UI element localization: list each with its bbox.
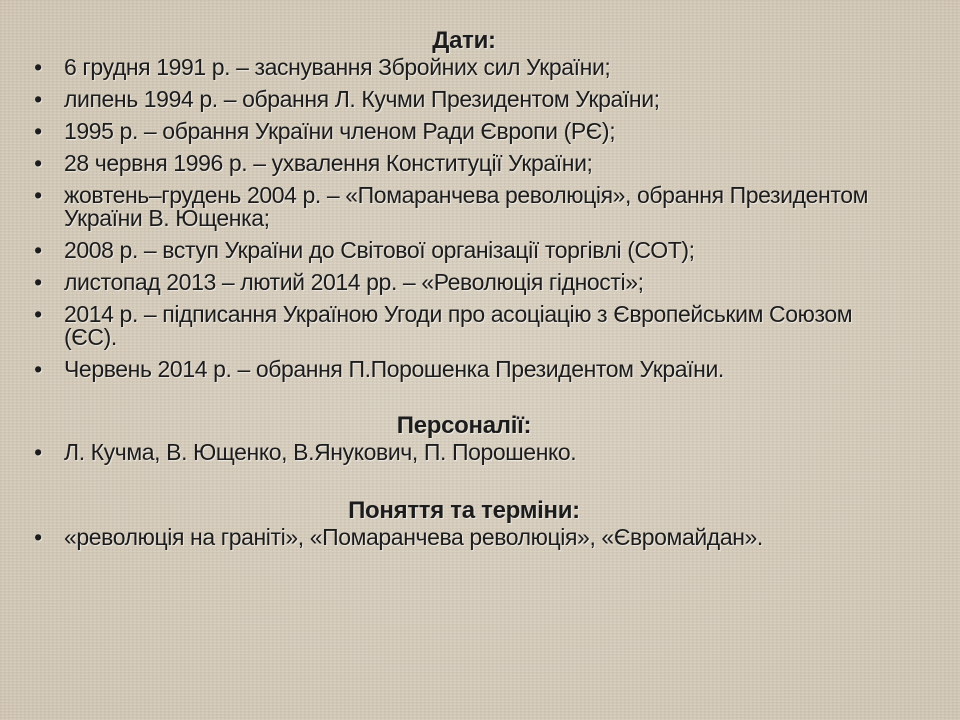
list-item bbox=[28, 271, 900, 294]
terms-list bbox=[28, 526, 900, 549]
list-item-text: листопад 2013 – лютий 2014 рр. – «Революція гідності»; bbox=[64, 269, 644, 295]
list-item bbox=[28, 441, 900, 464]
list-item-text: 6 грудня 1991 р. – заснування Збройних сил України; bbox=[64, 54, 611, 80]
list-item bbox=[28, 56, 900, 79]
bullet-icon: • bbox=[34, 118, 42, 144]
list-item-text: 2008 р. – вступ України до Світової організації торгівлі (СОТ); bbox=[64, 237, 695, 263]
list-item bbox=[28, 303, 900, 349]
bullet-icon: • bbox=[34, 269, 42, 295]
list-item-text: липень 1994 р. – обрання Л. Кучми Президентом України; bbox=[64, 86, 660, 112]
bullet-icon: • bbox=[34, 301, 42, 327]
bullet-icon: • bbox=[34, 54, 42, 80]
list-item-text: Л. Кучма, В. Ющенко, В.Янукович, П. Порошенко. bbox=[64, 439, 577, 465]
list-item bbox=[28, 358, 900, 381]
bullet-icon: • bbox=[34, 356, 42, 382]
dates-list bbox=[28, 56, 900, 381]
list-item bbox=[28, 239, 900, 262]
list-item bbox=[28, 526, 900, 549]
list-item-text: 28 червня 1996 р. – ухвалення Конституції України; bbox=[64, 150, 593, 176]
bullet-icon: • bbox=[34, 524, 42, 550]
persons-list bbox=[28, 441, 900, 464]
list-item bbox=[28, 88, 900, 111]
bullet-icon: • bbox=[34, 86, 42, 112]
bullet-icon: • bbox=[34, 150, 42, 176]
bullet-icon: • bbox=[34, 439, 42, 465]
list-item-text: 1995 р. – обрання України членом Ради Європи (РЄ); bbox=[64, 118, 616, 144]
terms-heading: Поняття та терміни: bbox=[348, 497, 580, 524]
list-item bbox=[28, 120, 900, 143]
list-item-text: 2014 р. – підписання Україною Угоди про асоціацію з Європейським Союзом (ЄС). bbox=[64, 301, 853, 350]
list-item bbox=[28, 152, 900, 175]
dates-heading: Дати: bbox=[432, 27, 496, 54]
list-item-text: «революція на граніті», «Помаранчева революція», «Євромайдан». bbox=[64, 524, 763, 550]
list-item bbox=[28, 184, 900, 230]
bullet-icon: • bbox=[34, 237, 42, 263]
persons-heading: Персоналії: bbox=[396, 412, 532, 439]
list-item-text: Червень 2014 р. – обрання П.Порошенка Президентом України. bbox=[64, 356, 724, 382]
bullet-icon: • bbox=[34, 182, 42, 208]
list-item-text: жовтень–грудень 2004 р. – «Помаранчева революція», обрання Президентом України В. Ющенка; bbox=[64, 182, 869, 231]
